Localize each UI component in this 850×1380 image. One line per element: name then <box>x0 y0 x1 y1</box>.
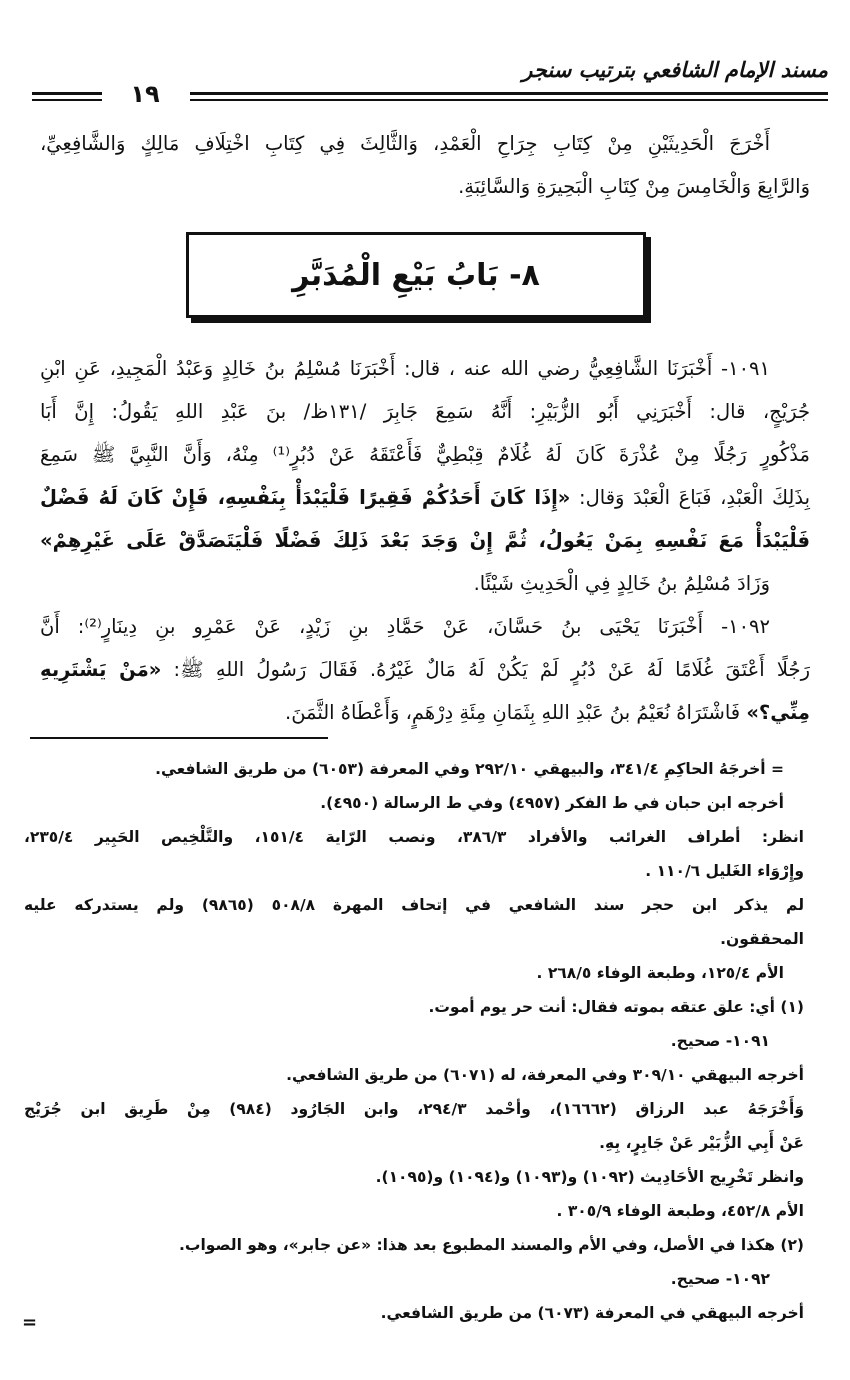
header-rule <box>32 92 102 95</box>
footnote-line: الأم ١٢٥/٤، وطبعة الوفاء ٢٦٨/٥ . <box>536 964 784 982</box>
footnote-line: ١٠٩١- صحيح. <box>670 1032 770 1050</box>
footnote-line: المحققون. <box>720 930 804 948</box>
chapter-heading-box <box>186 232 646 318</box>
footnote-line: أخرجه البيهقي في المعرفة (٦٠٧٣) من طريق الشافعي. <box>380 1304 804 1322</box>
prophetic-saying: «مَنْ يَشْتَرِيهِ <box>40 658 162 681</box>
header-rule <box>190 99 828 101</box>
hadith-body <box>40 347 810 734</box>
footnotes <box>24 752 804 1330</box>
footnote-line: عَنْ أَبِي الزُّبَيْر عَنْ جَابِرٍ، بِهِ. <box>599 1134 804 1152</box>
footnote-line: وَأَخْرَجَهُ عبد الرزاق (١٦٦٦٢)، وأحْمد ٢٩٤/٣، وابن الجَارُود (٩٨٤) مِنْ طَرِيق ابن جُرَيْج <box>24 1100 805 1118</box>
footnote-separator <box>30 737 328 739</box>
text-line <box>40 691 810 734</box>
prophetic-saying: مِنِّي؟» <box>746 701 810 724</box>
text-line: وَالرَّابِعَ وَالْخَامِسَ مِنْ كِتَابِ الْبَحِيرَةِ وَالسَّائِبَةِ. <box>458 175 810 198</box>
text-line: ١٠٩٢- أَخْبَرَنَا يَحْيَى بنُ حَسَّانَ، عَنْ حَمَّادِ بنِ زَيْدٍ، عَنْ عَمْرِو بنِ دِينَارٍ⁽²⁾: أَنَّ <box>40 615 771 638</box>
prophetic-saying: فَلْيَبْدَأْ مَعَ نَفْسِهِ بِمَنْ يَعُولُ، ثُمَّ إِنْ وَجَدَ بَعْدَ ذَلِكَ فَضْلًا فَلْيَتَصَدَّقْ عَلَى غَيْرِهِمْ» <box>40 529 810 552</box>
footnote-line: أخرجه البيهقي ٣٠٩/١٠ وفي المعرفة، له (٦٠٧١) من طريق الشافعي. <box>286 1066 804 1084</box>
text-line: أَخْرَجَ الْحَدِيثَيْنِ مِنْ كِتَابِ جِرَاحِ الْعَمْدِ، وَالثَّالِثَ فِي كِتَابِ اخْتِلَافِ مَالِكٍ وَالشَّافِعِيِّ، <box>40 132 770 155</box>
continuation-mark: = <box>22 1312 38 1333</box>
page-number: ١٩ <box>130 80 160 108</box>
footnote-line: (١) أي: علق عتقه بموته فقال: أنت حر يوم أموت. <box>428 998 804 1016</box>
footnote-line: انظر: أطراف الغرائب والأفراد ٣٨٦/٣، ونصب الرّاية ١٥١/٤، والتَّلْخِيص الحَبِير ٢٣٥/٤، <box>24 828 804 846</box>
intro-paragraph <box>40 122 810 208</box>
footnote-line: = أخرجَهُ الحاكِمِ ٣٤١/٤، والبيهقي ٢٩٢/١٠ وفي المعرفة (٦٠٥٣) من طريق الشافعي. <box>155 760 784 778</box>
narration-text: رَجُلًا أَعْتَقَ غُلَامًا لَهُ عَنْ دُبُرٍ لَمْ يَكُنْ لَهُ مَالٌ غَيْرُهُ. فَقَالَ رَسُولُ اللهِ ﷺ: <box>161 658 810 681</box>
running-title: مسند الإمام الشافعي بترتيب سنجر <box>522 58 828 82</box>
text-line <box>40 648 810 691</box>
header-rule <box>32 99 102 101</box>
footnote-line: لم يذكر ابن حجر سند الشافعي في إتحاف المهرة ٥٠٨/٨ (٩٨٦٥) ولم يستدركه عليه <box>24 896 805 914</box>
footnote-line: ١٠٩٢- صحيح. <box>670 1270 770 1288</box>
text-line: وَزَادَ مُسْلِمُ بنُ خَالِدٍ فِي الْحَدِيثِ شَيْئًا. <box>473 572 770 595</box>
text-line <box>40 476 810 519</box>
narration-text: بِذَلِكَ الْعَبْدِ، فَبَاعَ الْعَبْدَ وَقال: <box>570 486 811 509</box>
footnote-line: وإِرْوَاء الغَليل ١١٠/٦ . <box>645 862 804 880</box>
text-line: ١٠٩١- أَخْبَرَنَا الشَّافِعِيُّ رضي الله عنه ، قال: أَخْبَرَنَا مُسْلِمُ بنُ خَالِدٍ وَعَبْدُ الْمَجِيدِ، عَنِ ابْنِ <box>40 357 770 380</box>
footnote-line: أخرجه ابن حبان في ط الفكر (٤٩٥٧) وفي ط الرسالة (٤٩٥٠). <box>320 794 784 812</box>
prophetic-saying: «إِذَا كَانَ أَحَدُكُمْ فَقِيرًا فَلْيَبْدَأْ بِنَفْسِهِ، فَإِنْ كَانَ لَهُ فَضْلٌ <box>40 486 571 509</box>
text-line: مَذْكُورٍ رَجُلًا مِنْ عُذْرَةَ كَانَ لَهُ غُلَامٌ قِبْطِيٌّ فَأَعْتَقَهُ عَنْ دُبُرٍ⁽¹⁾ مِنْهُ، وَأَنَّ النَّبِيَّ ﷺ سَمِعَ <box>40 443 810 466</box>
narration-text: فَاشْتَرَاهُ نُعَيْمُ بنُ عَبْدِ اللهِ بِثَمَانِ مِئَةِ دِرْهَمٍ، وَأَعْطَاهُ الثَّمَنَ. <box>285 701 747 724</box>
text-line: جُرَيْجٍ، قال: أَخْبَرَنِي أَبُو الزُّبَيْرِ: أَنَّهُ سَمِعَ جَابِرَ /١٣١ظ/ بنَ عَبْدِ اللهِ يَقُولُ: إِنَّ أَبَا <box>40 400 811 423</box>
header-rule <box>190 92 828 95</box>
footnote-line: (٢) هكذا في الأصل، وفي الأم والمسند المطبوع بعد هذا: «عن جابر»، وهو الصواب. <box>179 1236 804 1254</box>
footnote-line: الأم ٤٥٢/٨، وطبعة الوفاء ٣٠٥/٩ . <box>556 1202 804 1220</box>
chapter-title: ٨- بَابُ بَيْعِ الْمُدَبَّرِ <box>292 257 540 293</box>
footnote-line: وانظر تَخْرِيج الأحَادِيث (١٠٩٢) و(١٠٩٣) و(١٠٩٤) و(١٠٩٥). <box>375 1168 804 1186</box>
